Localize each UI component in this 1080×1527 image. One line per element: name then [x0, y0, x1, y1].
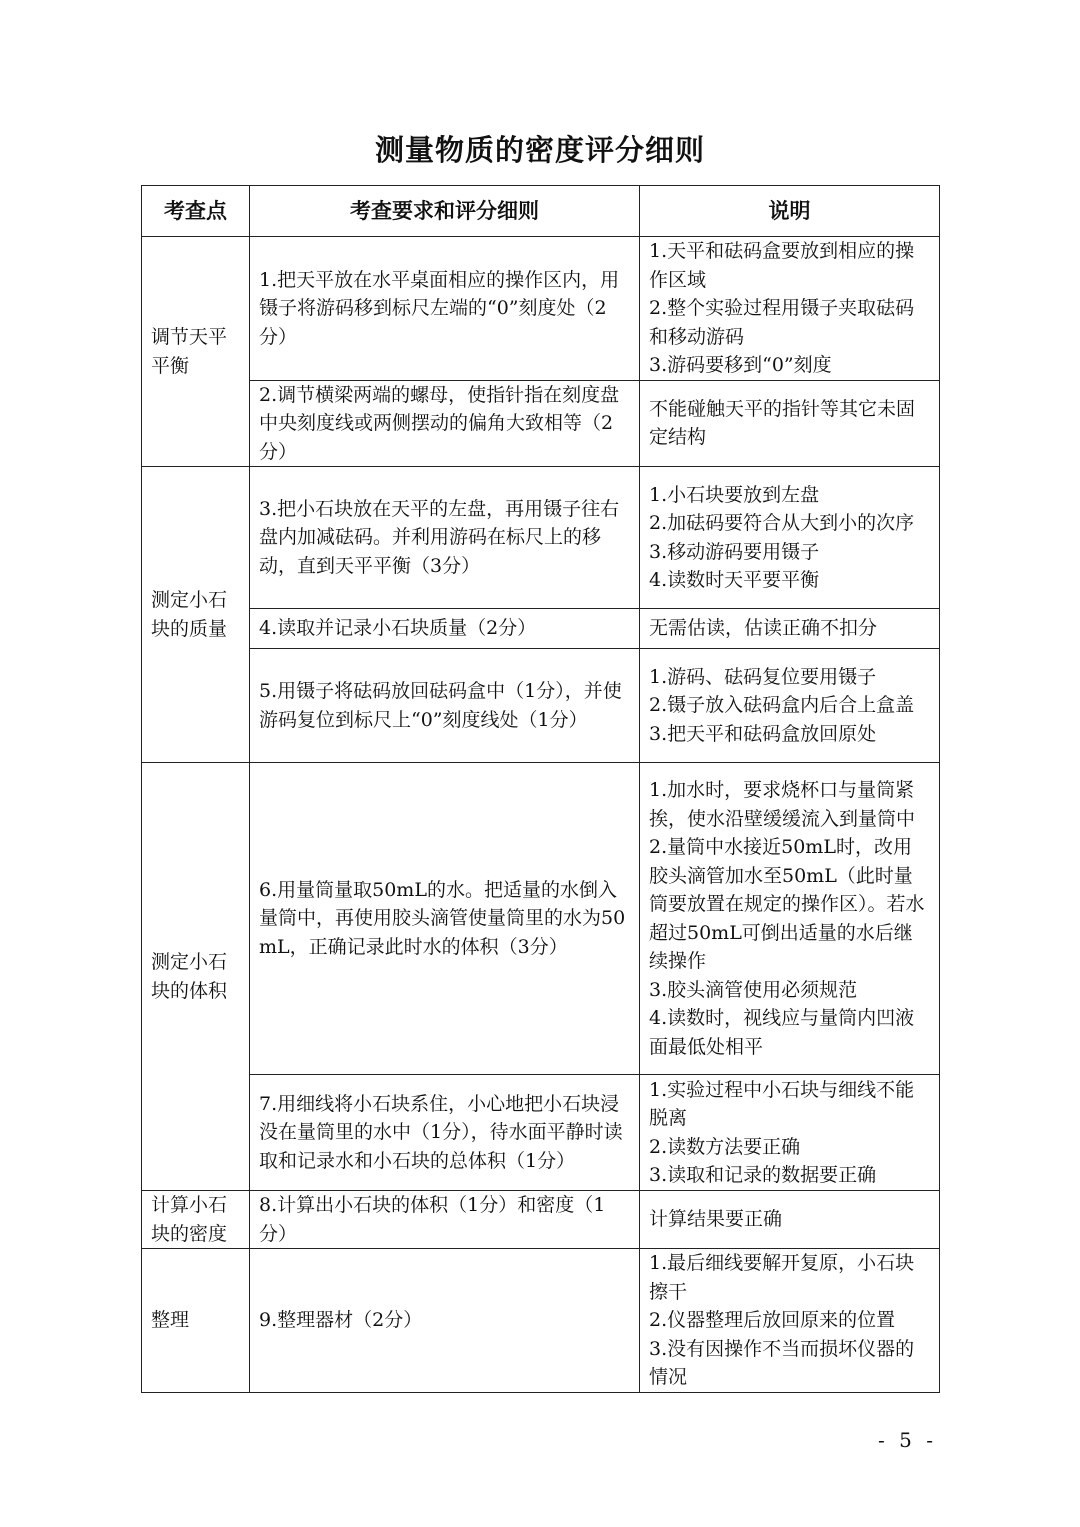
header-requirement: 考查要求和评分细则 — [250, 186, 640, 237]
note-line: 1.加水时，要求烧杯口与量筒紧挨，使水沿壁缓缓流入到量筒中 — [649, 779, 916, 830]
note-line: 1.小石块要放到左盘 — [649, 483, 820, 506]
note-line: 1.游码、砝码复位要用镊子 — [649, 665, 877, 688]
note-line: 1.天平和砝码盒要放到相应的操作区域 — [649, 240, 915, 291]
table-row — [142, 467, 940, 609]
note-line: 2.加砝码要符合从大到小的次序 — [649, 512, 915, 534]
table-row — [142, 1191, 940, 1249]
requirement-cell: 8.计算出小石块的体积（1分）和密度（1分） — [250, 1191, 640, 1249]
note-line: 不能碰触天平的指针等其它未固定结构 — [649, 397, 916, 449]
note-line: 3.游码要移到“0”刻度 — [649, 354, 832, 376]
table-row — [142, 763, 940, 1075]
note-cell — [640, 380, 940, 467]
note-cell — [640, 1075, 940, 1191]
requirement-cell: 9.整理器材（2分） — [250, 1249, 640, 1393]
header-note: 说明 — [640, 186, 940, 237]
requirement-cell: 3.把小石块放在天平的左盘，再用镊子往右盘内加减砝码。并利用游码在标尺上的移动，直到天平平衡（3分） — [250, 467, 640, 609]
table-row — [142, 609, 940, 649]
note-line: 2.整个实验过程用镊子夹取砝码和移动游码 — [649, 297, 915, 348]
scoring-rubric-table — [141, 185, 940, 1393]
note-line: 2.仪器整理后放回原来的位置 — [649, 1309, 896, 1331]
header-point: 考查点 — [142, 186, 250, 237]
point-cell: 调节天平平衡 — [142, 237, 250, 467]
note-line: 3.没有因操作不当而损坏仪器的情况 — [649, 1337, 915, 1388]
page-number: - 5 - — [878, 1428, 937, 1452]
note-line: 2.镊子放入砝码盒内后合上盒盖 — [649, 694, 915, 717]
document-title: 测量物质的密度评分细则 — [374, 133, 705, 167]
table-row — [142, 649, 940, 763]
note-line: 3.移动游码要用镊子 — [649, 540, 820, 563]
note-line: 3.读取和记录的数据要正确 — [649, 1164, 877, 1186]
point-cell: 计算小石块的密度 — [142, 1191, 250, 1249]
requirement-cell: 4.读取并记录小石块质量（2分） — [250, 609, 640, 649]
table-row — [142, 1249, 940, 1393]
note-line: 4.读数时，视线应与量筒内凹液面最低处相平 — [649, 1007, 915, 1058]
note-line: 无需估读，估读正确不扣分 — [649, 617, 878, 640]
point-cell: 测定小石块的质量 — [142, 467, 250, 763]
note-line: 3.把天平和砝码盒放回原处 — [649, 722, 877, 745]
table-row — [142, 237, 940, 381]
note-line: 1.最后细线要解开复原，小石块擦干 — [649, 1252, 915, 1303]
note-line: 计算结果要正确 — [649, 1208, 783, 1231]
note-line: 2.读数方法要正确 — [649, 1135, 801, 1158]
point-cell: 整理 — [142, 1249, 250, 1393]
note-line: 4.读数时天平要平衡 — [649, 569, 820, 591]
note-cell — [640, 1249, 940, 1393]
note-cell — [640, 609, 940, 649]
requirement-cell: 6.用量筒量取50mL的水。把适量的水倒入量筒中，再使用胶头滴管使量筒里的水为50mL，正确记录此时水的体积（3分） — [250, 763, 640, 1075]
note-cell — [640, 649, 940, 763]
note-cell — [640, 763, 940, 1075]
table-row — [142, 380, 940, 467]
note-line: 1.实验过程中小石块与细线不能脱离 — [649, 1078, 915, 1129]
table-row — [142, 1075, 940, 1191]
note-cell — [640, 467, 940, 609]
requirement-cell: 2.调节横梁两端的螺母，使指针指在刻度盘中央刻度线或两侧摆动的偏角大致相等（2分） — [250, 380, 640, 467]
note-cell — [640, 1191, 940, 1249]
requirement-cell: 5.用镊子将砝码放回砝码盒中（1分），并使游码复位到标尺上“0”刻度线处（1分） — [250, 649, 640, 763]
requirement-cell: 1.把天平放在水平桌面相应的操作区内，用镊子将游码移到标尺左端的“0”刻度处（2分） — [250, 237, 640, 381]
note-cell — [640, 237, 940, 381]
note-line: 3.胶头滴管使用必须规范 — [649, 978, 858, 1001]
table-header-row — [142, 186, 940, 237]
point-cell: 测定小石块的体积 — [142, 763, 250, 1191]
requirement-cell: 7.用细线将小石块系住，小心地把小石块浸没在量筒里的水中（1分），待水面平静时读取和记录水和小石块的总体积（1分） — [250, 1075, 640, 1191]
note-line: 2.量筒中水接近50mL时，改用胶头滴管加水至50mL（此时量筒要放置在规定的操作区）。若水超过50mL可倒出适量的水后继续操作 — [649, 836, 925, 972]
